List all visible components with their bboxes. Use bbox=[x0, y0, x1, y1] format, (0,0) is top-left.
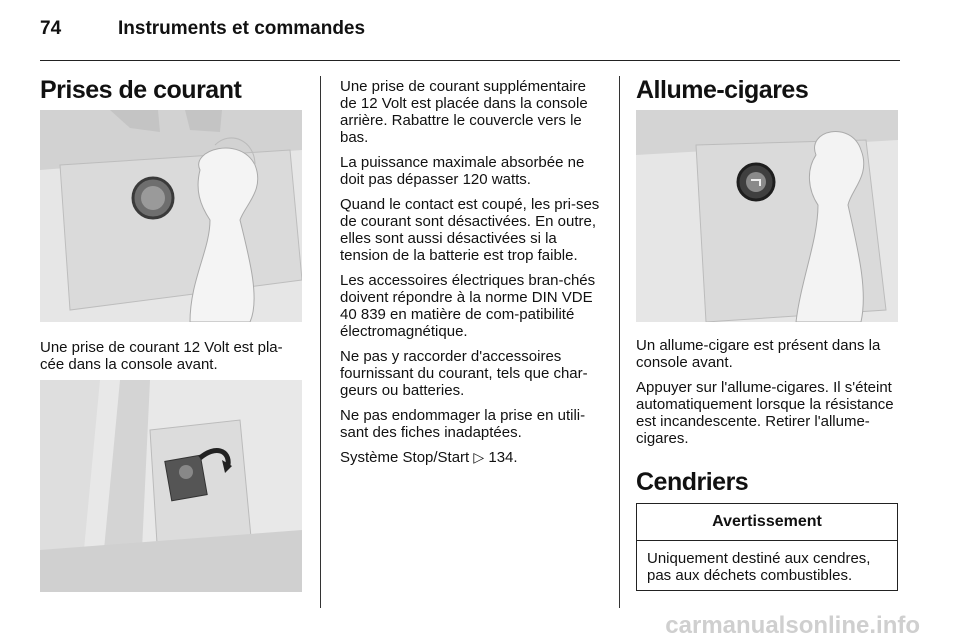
watermark: carmanualsonline.info bbox=[665, 612, 920, 639]
caption-front-outlet: Une prise de courant 12 Volt est pla-cée dans la console avant. bbox=[40, 339, 283, 373]
chapter-title: Instruments et commandes bbox=[118, 18, 366, 39]
warning-title: Avertissement bbox=[637, 504, 897, 541]
reference-text: Système Stop/Start bbox=[340, 449, 470, 466]
arrow-reference-icon: ▷ bbox=[473, 449, 485, 465]
cross-reference[interactable] bbox=[340, 449, 605, 466]
paragraph: Ne pas y raccorder d'accessoires fournissant du courant, tels que char-geurs ou batteries. bbox=[340, 348, 588, 399]
column-divider-1 bbox=[320, 76, 321, 608]
page-number: 74 bbox=[40, 18, 62, 39]
photo-rear-power-outlet bbox=[40, 380, 302, 592]
paragraph: La puissance maximale absorbée ne doit pas dépasser 120 watts. bbox=[340, 154, 585, 188]
paragraph: Une prise de courant supplémentaire de 12 Volt est placée dans la console arrière. Rabattre le couvercle vers le bas. bbox=[340, 78, 588, 146]
paragraph: Quand le contact est coupé, les pri-ses de courant sont désactivées. En outre, elles sont aussi désactivées si la tension de la batterie est trop faible. bbox=[340, 196, 600, 264]
paragraph: Ne pas endommager la prise en utili-sant des fiches inadaptées. bbox=[340, 407, 586, 441]
section-heading-ashtrays: Cendriers bbox=[636, 468, 749, 496]
section-heading-power-outlets: Prises de courant bbox=[40, 76, 242, 104]
photo-cigarette-lighter bbox=[636, 110, 898, 322]
warning-text: Uniquement destiné aux cendres, pas aux déchets combustibles. bbox=[647, 550, 871, 584]
column-divider-2 bbox=[619, 76, 620, 608]
lighter-description: Un allume-cigare est présent dans la console avant. bbox=[636, 337, 881, 371]
header-rule bbox=[40, 60, 900, 61]
lighter-instructions: Appuyer sur l'allume-cigares. Il s'éteint automatiquement lorsque la résistance est incandescente. Retirer l'allume-cigares. bbox=[636, 379, 894, 447]
paragraph: Les accessoires électriques bran-chés doivent répondre à la norme DIN VDE 40 839 en matière de com-patibilité électromagnétique. bbox=[340, 272, 596, 340]
warning-box bbox=[636, 503, 898, 591]
photo-front-power-outlet bbox=[40, 110, 302, 322]
column-2-text bbox=[340, 78, 605, 474]
section-heading-cigarette-lighter: Allume-cigares bbox=[636, 76, 809, 104]
reference-page: 134. bbox=[488, 449, 518, 466]
